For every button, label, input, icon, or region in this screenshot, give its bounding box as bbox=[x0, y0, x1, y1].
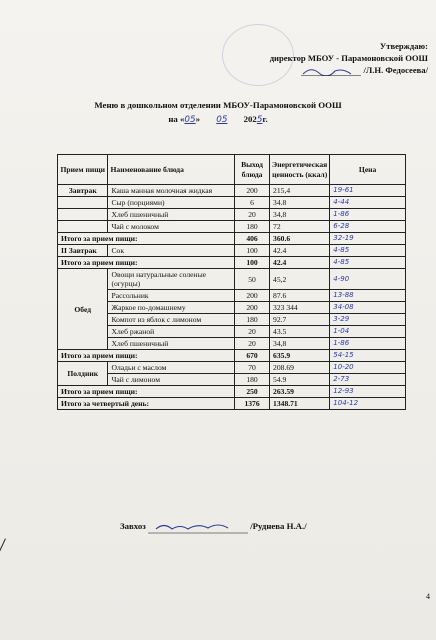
price-cell: 3-29 bbox=[330, 314, 406, 326]
dish-cell: Жаркое по-домашнему bbox=[108, 302, 235, 314]
price-cell: 104-12 bbox=[330, 398, 406, 410]
output-cell: 70 bbox=[235, 362, 270, 374]
price-cell: 13-88 bbox=[330, 290, 406, 302]
energy-cell: 72 bbox=[270, 221, 330, 233]
output-cell: 250 bbox=[235, 386, 270, 398]
date-prefix: на « bbox=[168, 114, 185, 124]
price-cell: 2-73 bbox=[330, 374, 406, 386]
price-cell: 4-85 bbox=[330, 257, 406, 269]
price-cell: 10-20 bbox=[330, 362, 406, 374]
date-suffix: г. bbox=[262, 114, 268, 124]
energy-cell: 42.4 bbox=[270, 257, 330, 269]
dish-cell: Каша манная молочная жидкая bbox=[108, 185, 235, 197]
output-cell: 200 bbox=[235, 185, 270, 197]
header-energy: Энергетическая ценность (ккал) bbox=[270, 155, 330, 185]
menu-table bbox=[57, 154, 406, 410]
menu-date bbox=[0, 114, 436, 125]
price-cell: 4-85 bbox=[330, 245, 406, 257]
output-cell: 50 bbox=[235, 269, 270, 290]
director-name: /Л.Н. Федосеева/ bbox=[363, 65, 428, 75]
signature-storekeeper bbox=[148, 520, 248, 534]
signature-director bbox=[301, 66, 361, 76]
dish-cell: Чай с молоком bbox=[108, 221, 235, 233]
price-cell: 34-08 bbox=[330, 302, 406, 314]
date-month: 05 bbox=[216, 115, 228, 125]
subtotal-row bbox=[58, 233, 406, 245]
energy-cell: 360.6 bbox=[270, 233, 330, 245]
grand-total-row bbox=[58, 398, 406, 410]
energy-cell: 208.69 bbox=[270, 362, 330, 374]
table-row bbox=[58, 197, 406, 209]
table-row bbox=[58, 221, 406, 233]
approval-line-2: директор МБОУ - Парамоновской ООШ bbox=[269, 53, 428, 63]
table-row bbox=[58, 338, 406, 350]
table-row bbox=[58, 269, 406, 290]
total-label: Итого за прием пищи: bbox=[58, 233, 235, 245]
subtotal-row bbox=[58, 386, 406, 398]
table-row bbox=[58, 209, 406, 221]
table-header-row bbox=[58, 155, 406, 185]
meal-cell: Завтрак bbox=[58, 185, 108, 197]
approval-line-1: Утверждаю: bbox=[379, 41, 428, 51]
subtotal-row bbox=[58, 350, 406, 362]
energy-cell: 34.8 bbox=[270, 197, 330, 209]
energy-cell: 323 344 bbox=[270, 302, 330, 314]
output-cell: 180 bbox=[235, 221, 270, 233]
total-label: Итого за четвертый день: bbox=[58, 398, 235, 410]
price-cell: 4-44 bbox=[330, 197, 406, 209]
output-cell: 180 bbox=[235, 314, 270, 326]
output-cell: 200 bbox=[235, 302, 270, 314]
date-day: 05 bbox=[184, 115, 196, 125]
energy-cell: 45,2 bbox=[270, 269, 330, 290]
meal-cell: Полдник bbox=[58, 362, 108, 386]
signature-line bbox=[120, 520, 307, 534]
meal-cell bbox=[58, 209, 108, 221]
header-dish: Наименование блюда bbox=[108, 155, 235, 185]
header-meal: Прием пищи bbox=[58, 155, 108, 185]
dish-cell: Хлеб ржаной bbox=[108, 326, 235, 338]
storekeeper-name: /Руднева Н.А./ bbox=[250, 521, 307, 532]
header-price: Цена bbox=[330, 155, 406, 185]
price-cell: 12-93 bbox=[330, 386, 406, 398]
table-row bbox=[58, 314, 406, 326]
output-cell: 100 bbox=[235, 257, 270, 269]
total-label: Итого за прием пищи: bbox=[58, 350, 235, 362]
price-cell: 54-15 bbox=[330, 350, 406, 362]
output-cell: 20 bbox=[235, 209, 270, 221]
date-year-prefix: 202 bbox=[241, 114, 257, 124]
energy-cell: 54.9 bbox=[270, 374, 330, 386]
margin-mark bbox=[0, 538, 6, 551]
meal-cell: II Завтрак bbox=[58, 245, 108, 257]
total-label: Итого за прием пищи: bbox=[58, 257, 235, 269]
meal-cell bbox=[58, 221, 108, 233]
table-row bbox=[58, 185, 406, 197]
price-cell: 1-86 bbox=[330, 209, 406, 221]
price-cell: 32-19 bbox=[330, 233, 406, 245]
energy-cell: 42.4 bbox=[270, 245, 330, 257]
table-row bbox=[58, 326, 406, 338]
output-cell: 406 bbox=[235, 233, 270, 245]
menu-title: Меню в дошкольном отделении МБОУ-Парамоновской ООШ bbox=[94, 100, 342, 110]
energy-cell: 263.59 bbox=[270, 386, 330, 398]
date-mid: » bbox=[195, 114, 203, 124]
output-cell: 100 bbox=[235, 245, 270, 257]
dish-cell: Хлеб пшеничный bbox=[108, 338, 235, 350]
energy-cell: 87.6 bbox=[270, 290, 330, 302]
price-cell: 1-86 bbox=[330, 338, 406, 350]
energy-cell: 215,4 bbox=[270, 185, 330, 197]
energy-cell: 34,8 bbox=[270, 209, 330, 221]
table-row bbox=[58, 362, 406, 374]
approval-line-3 bbox=[270, 64, 428, 76]
output-cell: 200 bbox=[235, 290, 270, 302]
energy-cell: 1348.71 bbox=[270, 398, 330, 410]
dish-cell: Чай с лимоном bbox=[108, 374, 235, 386]
output-cell: 180 bbox=[235, 374, 270, 386]
dish-cell: Компот из яблок с лимоном bbox=[108, 314, 235, 326]
approval-block bbox=[270, 40, 428, 76]
price-cell: 19-61 bbox=[330, 185, 406, 197]
output-cell: 6 bbox=[235, 197, 270, 209]
dish-cell: Рассольник bbox=[108, 290, 235, 302]
output-cell: 670 bbox=[235, 350, 270, 362]
price-cell: 4-90 bbox=[330, 269, 406, 290]
output-cell: 20 bbox=[235, 338, 270, 350]
date-year-digit: 5 bbox=[256, 115, 263, 125]
energy-cell: 92.7 bbox=[270, 314, 330, 326]
price-cell: 6-28 bbox=[330, 221, 406, 233]
output-cell: 20 bbox=[235, 326, 270, 338]
total-label: Итого за прием пищи: bbox=[58, 386, 235, 398]
dish-cell: Сок bbox=[108, 245, 235, 257]
energy-cell: 635.9 bbox=[270, 350, 330, 362]
subtotal-row bbox=[58, 257, 406, 269]
page-number: 4 bbox=[426, 592, 430, 601]
meal-cell bbox=[58, 197, 108, 209]
table-row bbox=[58, 290, 406, 302]
price-cell: 1-04 bbox=[330, 326, 406, 338]
table-row bbox=[58, 374, 406, 386]
header-output: Выход блюда bbox=[235, 155, 270, 185]
dish-cell: Хлеб пшеничный bbox=[108, 209, 235, 221]
energy-cell: 43.5 bbox=[270, 326, 330, 338]
dish-cell: Овощи натуральные соленые (огурцы) bbox=[108, 269, 235, 290]
energy-cell: 34,8 bbox=[270, 338, 330, 350]
output-cell: 1376 bbox=[235, 398, 270, 410]
meal-cell: Обед bbox=[58, 269, 108, 350]
storekeeper-label: Завхоз bbox=[120, 521, 146, 532]
table-row bbox=[58, 302, 406, 314]
table-row bbox=[58, 245, 406, 257]
dish-cell: Сыр (порциями) bbox=[108, 197, 235, 209]
dish-cell: Оладьи с маслом bbox=[108, 362, 235, 374]
